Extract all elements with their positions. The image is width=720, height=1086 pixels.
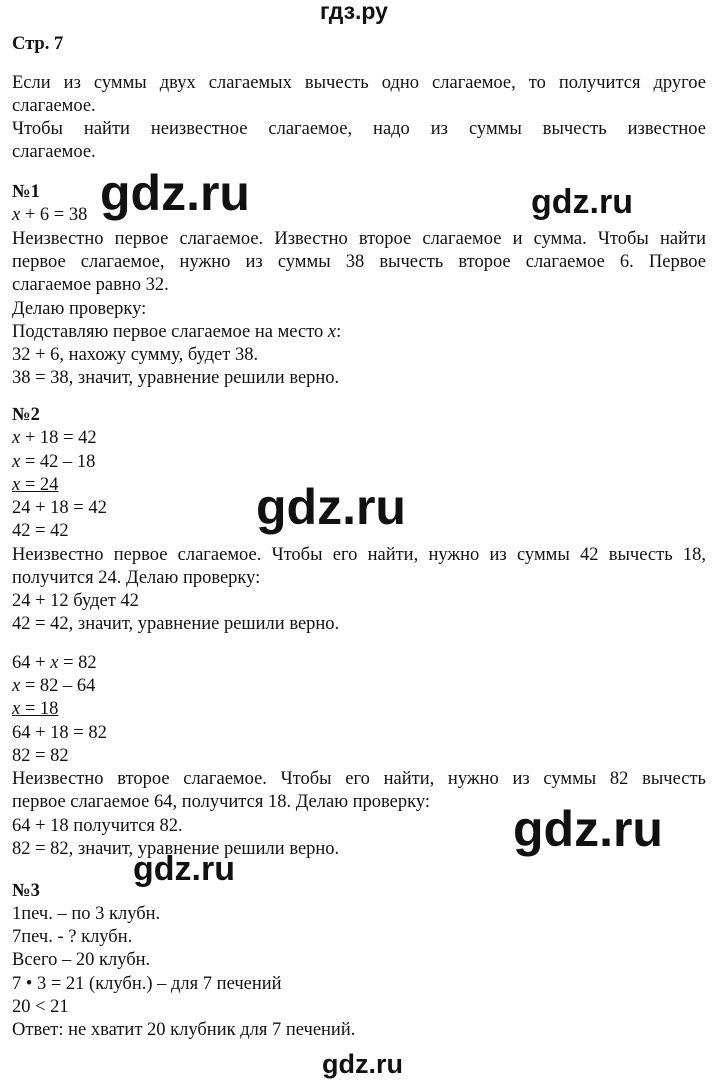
watermark-top: гдз.ру	[320, 0, 388, 24]
task2-title: №2	[12, 405, 40, 425]
variable-x: x	[327, 322, 337, 342]
task2a-check-2: 42 = 42	[12, 521, 69, 541]
equation-rest: = 24	[20, 475, 59, 495]
task2b-check-2: 82 = 82	[12, 746, 69, 766]
task3-line-4: 7 • 3 = 21 (клубн.) – для 7 печений	[12, 974, 282, 994]
task2b-line-1: Неизвестно второе слагаемое. Чтобы его найти, нужно из суммы 82 вычесть	[12, 769, 706, 789]
rule-line-4: слагаемое.	[12, 142, 96, 162]
watermark-1: gdz.ru	[100, 165, 250, 221]
task3-line-3: Всего – 20 клубн.	[12, 950, 151, 970]
variable-x: x	[50, 653, 59, 673]
variable-x: x	[12, 205, 21, 225]
task1-line-3: слагаемое равно 32.	[12, 275, 169, 295]
task2a-step	[12, 451, 95, 475]
task1-line-2: первое слагаемое, нужно из суммы 38 вычесть второе слагаемое 6. Первое	[12, 252, 706, 272]
rule-line-3: Чтобы найти неизвестное слагаемое, надо из суммы вычесть известное	[12, 119, 706, 139]
task2b-step	[12, 675, 95, 699]
task1-title: №1	[12, 182, 40, 202]
task3-line-1: 1печ. – по 3 клубн.	[12, 904, 161, 924]
rule-line-2: слагаемое.	[12, 96, 96, 116]
watermark-4: gdz.ru	[513, 801, 663, 857]
task2a-line-2: получится 24. Делаю проверку:	[12, 568, 261, 588]
task1-line-4: Делаю проверку:	[12, 299, 147, 319]
equation-pre: 64 +	[12, 653, 51, 673]
task1-check-2: 38 = 38, значит, уравнение решили верно.	[12, 368, 340, 388]
watermark-2: gdz.ru	[531, 183, 633, 221]
task2a-line-4: 42 = 42, значит, уравнение решили верно.	[12, 614, 340, 634]
variable-x: x	[12, 428, 21, 448]
variable-x: x	[12, 452, 21, 472]
task2a-check-1: 24 + 18 = 42	[12, 498, 107, 518]
equation-rest: + 18 = 42	[20, 428, 97, 448]
task2b-equation	[12, 652, 97, 676]
task2b-line-4: 82 = 82, значит, уравнение решили верно.	[12, 839, 340, 859]
equation-post: = 82	[58, 653, 97, 673]
task2b-line-3: 64 + 18 получится 82.	[12, 816, 183, 836]
watermark-3: gdz.ru	[256, 479, 406, 535]
variable-x: x	[12, 699, 21, 719]
task2b-check-1: 64 + 18 = 82	[12, 723, 107, 743]
variable-x: x	[12, 475, 21, 495]
task1-equation	[12, 204, 87, 228]
task3-answer: Ответ: не хватит 20 клубник для 7 печений.	[12, 1020, 356, 1040]
watermark-bottom: gdz.ru	[322, 1049, 403, 1079]
task1-line-5	[12, 321, 341, 345]
equation-rest: = 82 – 64	[20, 676, 96, 696]
task2a-line-3: 24 + 12 будет 42	[12, 591, 139, 611]
substitute-text: Подставляю первое слагаемое на место	[12, 322, 328, 342]
task3-title: №3	[12, 881, 40, 901]
colon: :	[336, 322, 342, 342]
task1-line-1: Неизвестно первое слагаемое. Известно второе слагаемое и сумма. Чтобы найти	[12, 229, 706, 249]
equation-rest: = 42 – 18	[20, 452, 96, 472]
task2b-line-2: первое слагаемое 64, получится 18. Делаю проверку:	[12, 792, 431, 812]
watermark-5: gdz.ru	[133, 850, 235, 888]
task2a-line-1: Неизвестно первое слагаемое. Чтобы его найти, нужно из суммы 42 вычесть 18,	[12, 545, 706, 565]
equation-rest: + 6 = 38	[20, 205, 88, 225]
page-header: Стр. 7	[12, 34, 64, 54]
variable-x: x	[12, 676, 21, 696]
task3-line-5: 20 < 21	[12, 997, 69, 1017]
task1-check-1: 32 + 6, нахожу сумму, будет 38.	[12, 345, 259, 365]
task2b-answer	[12, 698, 58, 722]
equation-rest: = 18	[20, 699, 59, 719]
task3-line-2: 7печ. - ? клубн.	[12, 927, 133, 947]
rule-line-1: Если из суммы двух слагаемых вычесть одно слагаемое, то получится другое	[12, 73, 706, 93]
task2a-equation	[12, 427, 97, 451]
task2a-answer	[12, 474, 58, 498]
